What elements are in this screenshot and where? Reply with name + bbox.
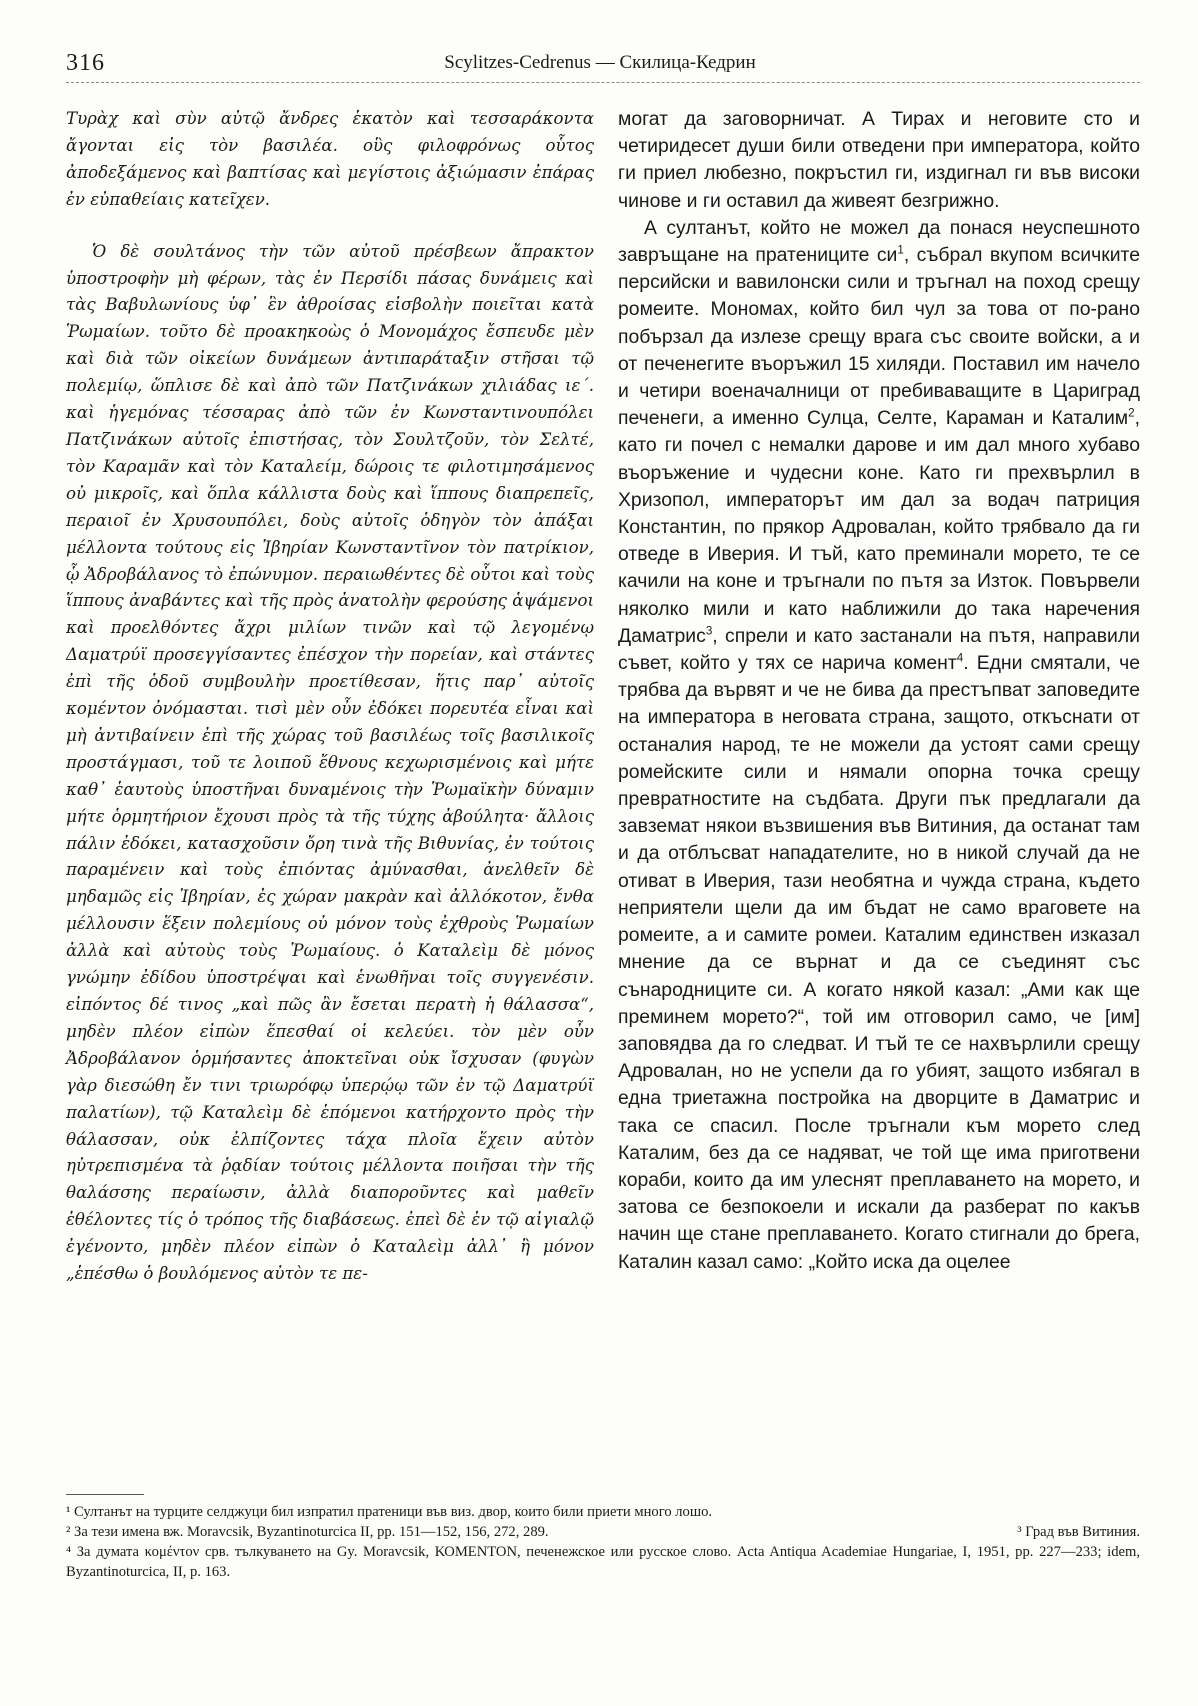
text-segment: , като ги почел с немалки дарове и им дал много хубаво въоръжение и чудесни коне. Като ги прехвърлил в Хризопол, императорът им дал за водач патриция Константин, по прякор Адровалан, който трябвало да ги отведе в Иверия. И тъй, като преминали морето, те се качили на коне и тръгнали по пътя за Изток. Повървели няколко мили и като наближили до така наречения Даматрис: [618, 407, 1140, 647]
footnote: ¹ Султанът на турците селджуци бил изпратил пратеници във виз. двор, които били приети много лошо.: [66, 1504, 713, 1520]
greek-paragraph: Ὁ δὲ σουλτάνος τὴν τῶν αὐτοῦ πρέσβεων ἄπρακτον ὑποστροφὴν μὴ φέρων, τὰς ἐν Περσίδι πάσας δυνάμεις καὶ τὰς Βαβυλωνίους ὑφ᾿ ἓν ἀθροίσας εἰσβολὴν ποιεῖται κατὰ Ῥωμαίων. τοῦτο δὲ προακηκοὼς ὁ Μονομάχος ἔσπευδε μὲν καὶ διὰ τῶν οἰκείων δυνάμεων ἀντιπαράταξιν στῆσαι τῷ πολεμίῳ, ὥπλισε δὲ καὶ ἀπὸ τῶν Πατζινάκων χιλιάδας ιε΄. καὶ ἡγεμόνας τέσσαρας ἀπὸ τῶν ἐν Κωνσταντινουπόλει Πατζινάκων αὐτοῖς ἐπιστήσας, τὸν Σουλτζοῦν, τὸν Σελτέ, τὸν Καραμᾶν καὶ τὸν Καταλείμ, δώροις τε φιλοτιμησάμενος οὐ μικροῖς, καὶ ὅπλα κάλλιστα δοὺς καὶ ἵππους διαπρεπεῖς, περαιοῖ ἐν Χρυσουπόλει, δοὺς αὐτοῖς ὁδηγὸν τὸν ἀπάξαι μέλλοντα τούτους εἰς Ἰβηρίαν Κωνσταντῖνον τὸν πατρίκιον, ᾧ Ἀδροβάλανος τὸ ἐπώνυμον. περαιωθέντες δὲ οὗτοι καὶ τοὺς ἵππους ἀναβάντες καὶ τῆς πρὸς ἀνατολὴν φερούσης ἁψάμενοι καὶ προελθόντες ἄχρι μιλίων τινῶν καὶ τῷ λεγομένῳ Δαματρύϊ προσεγγίσαντες ἐπέσχον τὴν πορείαν, καὶ στάντες ἐπὶ τῆς ὁδοῦ συμβουλὴν προετίθεσαν, ἥτις παρ᾿ αὐτοῖς κομέντον ὀνόμασται. τισὶ μὲν οὖν ἐδόκει πορευτέα εἶναι καὶ μὴ ἀντιβαίνειν ἐπὶ τῆς χώρας τοῦ βασιλέως τοῖς βασιλικοῖς προστάγμασι, τοῦ τε λοιποῦ ἔθνους κεχωρισμένοις καὶ μήτε καθ᾿ ἑαυτοὺς ὑποστῆναι δυναμένοις τὴν Ῥωμαϊκὴν δύναμιν μήτε ὁρμητήριον ἔχουσι πρὸς τὰ τῆς τύχης ἀβούλητα· ἄλλοις πάλιν ἐδόκει, κατασχοῦσιν ὄρη τινὰ τῆς Βιθυνίας, ἐν τούτοις παραμένειν καὶ τοὺς ἐπιόντας ἀμύνασθαι, ἀνελθεῖν δὲ μηδαμῶς εἰς Ἰβηρίαν, ἐς χώραν μακρὰν καὶ ἀλλόκοτον, ἔνθα μέλλουσιν ἕξειν πολεμίους οὐ μόνον τοὺς ἐχθροὺς Ῥωμαίων ἀλλὰ καὶ αὐτοὺς τοὺς Ῥωμαίους. ὁ Καταλεὶμ δὲ μόνος γνώμην ἐδίδου ὑποστρέψαι καὶ ἑνωθῆναι τοῖς συγγενέσιν. εἰπόντος δέ τινος „καὶ πῶς ἂν ἔσεται περατὴ ἡ θάλασσα“, μηδὲν πλέον εἰπὼν ἕπεσθαί οἱ κελεύει. τὸν μὲν οὖν Ἀδροβάλανον ὁρμήσαντες ἀποκτεῖναι οὐκ ἴσχυσαν (φυγὼν γὰρ διεσώθη ἔν τινι τριωρόφῳ ὑπερῴῳ τῶν ἐν τῷ Δαματρύϊ παλατίων), τῷ Καταλεὶμ δὲ ἑπόμενοι κατήρχοντο πρὸς τὴν θάλασσαν, οὐκ ἐλπίζοντες τάχα πλοῖα ἕχειν αὐτὸν ηὐτρεπισμένα τὰ ῥᾳδίαν τούτοις μέλλοντα ποιῆσαι τὴν τῆς θαλάσσης περαίωσιν, ἀλλὰ διαπορoῦντες καὶ μαθεῖν ἐθέλοντες τίς ὁ τρόπος τῆς διαβάσεως. ἐπεὶ δὲ ἐν τῷ αἰγιαλῷ ἐγένοντο, μηδὲν πλέον εἰπὼν ὁ Καταλεὶμ ἀλλ᾿ ἢ μόνον „ἑπέσθω ὁ βουλόμενος αὐτὸν τε πε-: [66, 241, 594, 1284]
footnote: ² За тези имена вж. Moravcsik, Byzantinoturcica II, pp. 151—152, 156, 272, 289.: [66, 1524, 549, 1540]
text-segment: , спрели и като застанали на пътя, направили съвет, който у тях се нарича комент: [618, 624, 1140, 675]
footnote-marker: 2: [1128, 406, 1135, 420]
text-segment: . Едни смятали, че трябва да вървят и че не бива да престъпват заповедите на императора в неговата страна, защото, откъснати от останалия народ, те не можели да устоят сами срещу ромейските сили и нямали опорна точка срещу превратностите на съдбата. Други пък предлагали да завземат някои възвишения във Витиния, да останат там и да отблъсват нападателите, но в никой случай да не отиват в Иверия, тази необятна и чужда страна, където неприятели щели да им бъдат не само враговете на ромеите, а и самите ромеи. Каталим единствен изказал мнение да се върнат и да се съединят със сънародниците си. А когато някой казал: „Ами как ще преминем морето?“, той им отговорил само, че [им] заповядва да го следват. И тъй те се нахвърлили срещу Адровалан, но не успели да го убият, защото избягал в една триетажна постройка на дворците в Даматрис и така се спасил. После тръгнали към морето след Каталим, без да се надяват, че той ще има приготвени кораби, които да им улеснят преплаването на морето, и затова се безпокоели и искали да разберат по какъв начин ще стане преплаването. Когато стигнали до брега, Каталин казал само: „Който иска да оцелее: [618, 652, 1141, 1273]
running-head: Scylitzes-Cedrenus — Скилица-Кедрин: [444, 52, 756, 73]
footnote: ⁴ За думата κομέντον срв. тълкуването на Gy. Moravcsik, ΚΟΜΕΝΤΟΝ, печенежское или русское слово. Acta Antiqua Academiae Hungariae, I, 1951, pp. 227—233; idem, Byzantinoturcica, II, p. 163.: [66, 1544, 1140, 1580]
footnote: ³ Град във Витиния.: [1017, 1524, 1140, 1540]
footnote-line: [66, 1522, 1140, 1542]
footnote-marker: 1: [897, 243, 904, 257]
greek-text-column: [66, 106, 594, 1288]
bulgarian-translation-column: [618, 106, 1140, 1276]
header-rule: [66, 82, 1140, 83]
bulgarian-paragraph: [618, 215, 1140, 1276]
footnotes: [66, 1502, 1140, 1582]
footnote-rule: [66, 1494, 144, 1495]
text-segment: А султанът, който не можел да понася неуспешното завръщане на пратениците си: [618, 216, 1140, 267]
greek-paragraph: Τυρὰχ καὶ σὺν αὐτῷ ἄνδρες ἑκατὸν καὶ τεσσαράκοντα ἄγονται εἰς τὸν βασιλέα. οὓς φιλοφρόνως οὗτος ἀποδεξάμενος καὶ βαπτίσας καὶ μεγίστοις ἀξιώμασιν ἐπάρας ἐν εὐπαθείαις κατεῖχεν.: [66, 109, 594, 209]
page-number: 316: [66, 50, 105, 76]
bulgarian-paragraph: могат да заговорничат. А Тирах и неговите сто и четиридесет души били отведени при императора, който ги приел любезно, покръстил ги, издигнал ги във високи чинове и ги оставил да живеят безгрижно.: [618, 108, 1140, 212]
text-segment: , събрал вкупом всичките персийски и вавилонски сили и тръгнал на поход срещу ромеите. Мономах, който бил чул за това от по-рано побързал да излезе срещу врага със своите войски, а и от печенегите въоръжил 15 хиляди. Поставил им начело и четири военачалници от пребиваващите в Цариград печенеги, а именно Сулца, Селте, Караман и Каталим: [618, 244, 1141, 430]
footnote-marker: 3: [705, 624, 713, 638]
footnote-marker: 4: [956, 651, 964, 665]
